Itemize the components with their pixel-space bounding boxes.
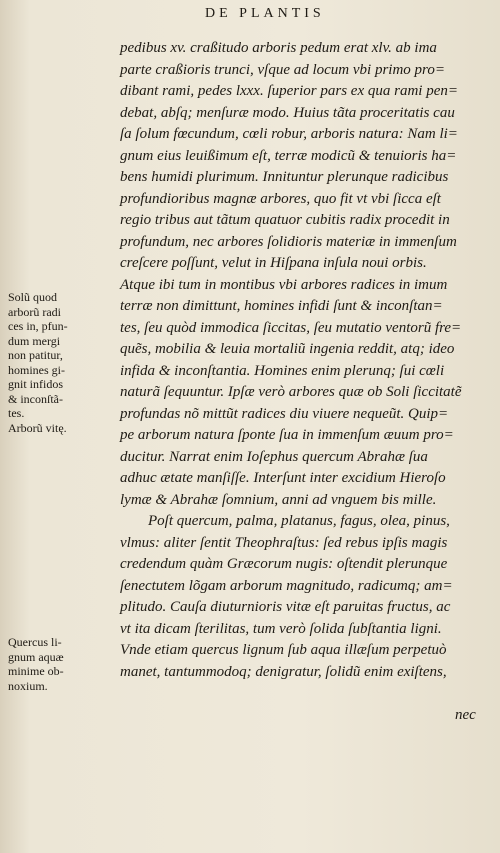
text-line: parte craßioris trunci, vſque ad locum vbi primo pro= (120, 61, 445, 78)
text-line: bens humidi plurimum. Innituntur plerunque radicibus (120, 169, 449, 185)
text-line: vt ita dicam ſterilitas, tum verò ſolida ſubſtantia ligni. (120, 620, 442, 637)
margin-note-line: tes. (8, 406, 25, 420)
text-line: profundum, nec arbores ſolidioris materiæ in immenſum (120, 233, 457, 250)
text-line: manet, tantummodoq; denigratur, ſolidũ enim exiſtens, (120, 663, 447, 680)
text-line: plitudo. Cauſa diuturnioris vitæ eſt paruitas fructus, ac (120, 599, 451, 615)
catchword: nec (455, 707, 476, 723)
margin-note-line: Arborũ vitę. (8, 420, 67, 435)
text-line: adhuc ætate manſiſſe. Interſunt inter excidium Hieroſo (120, 470, 446, 486)
text-line: dibant rami, pedes lxxx. ſuperior pars ex qua rami pen= (120, 83, 458, 99)
margin-note-line: ces in, pfun- (8, 319, 68, 333)
margin-note-line: noxium. (8, 678, 48, 693)
text-line: lymæ & Abrahæ ſomnium, anni ad vnguem bis mille. (120, 491, 437, 508)
margin-note-line: & inconſtã- (8, 391, 63, 406)
margin-note-line: gnum aquæ (8, 649, 64, 664)
text-line: Poſt quercum, palma, platanus, fagus, olea, pinus, (148, 513, 450, 529)
text-line: pedibus xv. craßitudo arboris pedum erat xlv. ab ima (120, 40, 437, 56)
text-line: Vnde etiam quercus lignum ſub aqua illæſum perpetuò (120, 642, 447, 658)
text-line: debat, abſq; menſuræ modo. Huius tãta proceritatis cau (120, 104, 455, 121)
margin-note-line: dum mergi (8, 333, 61, 348)
text-line: pe arborum natura ſponte ſua in immenſum æuum pro= (120, 427, 454, 443)
text-line: vlmus: aliter ſentit Theophraſtus: ſed rebus ipſis magis (120, 534, 448, 551)
margin-note-line: homines gi- (8, 362, 65, 377)
running-header: DE PLANTIS (205, 6, 325, 21)
margin-note-line: minime ob- (8, 664, 64, 678)
margin-note-line: non patitur, (8, 348, 63, 362)
text-line: ſa ſolum fœcundum, cœli robur, arboris natura: Nam li= (120, 126, 458, 142)
text-line: regio tribus aut tãtum quatuor cubitis radix procedit in (120, 212, 450, 228)
text-line: quẽs, mobilia & leuia mortaliũ ingenia reddit, atq; ideo (120, 341, 455, 357)
margin-note-line: gnit infidos (8, 377, 64, 391)
margin-note-line: arborũ radi (8, 304, 61, 319)
text-line: terræ non dimittunt, homines infidi ſunt & inconſtan= (120, 298, 443, 314)
text-line: tes, ſeu quòd immodica ſiccitas, ſeu mutatio ventorũ fre= (120, 319, 462, 336)
margin-note-roots (8, 290, 112, 435)
text-line: infida & inconſtantia. Homines enim plerunq; ſui cœli (120, 362, 445, 379)
margin-note-line: Quercus li- (8, 635, 62, 649)
margin-note-line: Solũ quod (8, 290, 58, 304)
text-line: ducitur. Narrat enim Ioſephus quercum Abrahæ ſua (120, 448, 428, 465)
text-line: gnum eius leuißimum eſt, terræ modicũ & tenuioris ha= (120, 147, 457, 164)
text-line: profundioribus magnæ arbores, quo fit vt vbi ſicca eſt (120, 190, 441, 207)
text-line: credendum quàm Græcorum nugis: oſtendit plerunque (120, 556, 448, 572)
text-line: creſcere poſſunt, velut in Hiſpana inſula noui orbis. (120, 255, 427, 271)
text-line: naturã ſequuntur. Ipſæ verò arbores quæ ob Soli ſiccitatẽ (120, 384, 462, 400)
text-line: profundas nõ mittũt radices diu viuere nequeũt. Quip= (120, 405, 449, 422)
text-line: ſenectutem lõgam arborum magnitudo, radicumq; am= (120, 577, 453, 594)
margin-note-oak (8, 635, 112, 693)
main-text-block (120, 38, 496, 683)
text-line: Atque ibi tum in montibus vbi arbores radices in imum (120, 276, 448, 293)
